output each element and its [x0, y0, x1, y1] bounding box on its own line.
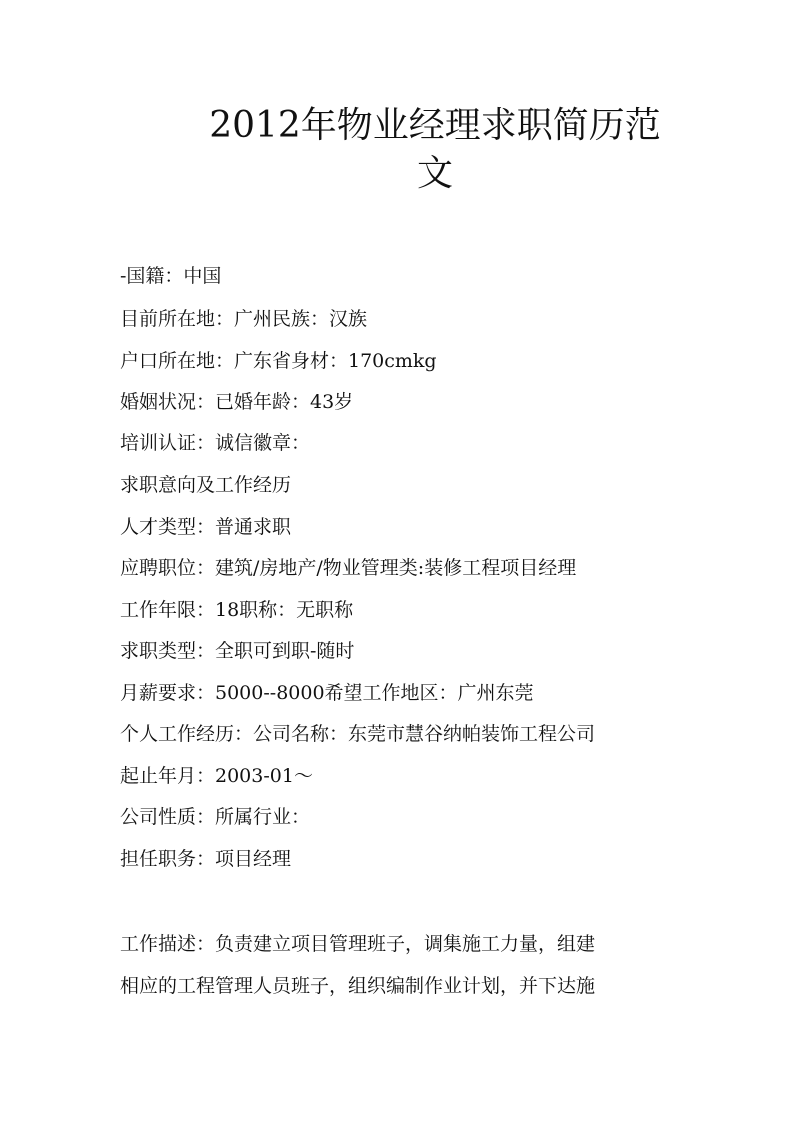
nationality-line: -国籍：中国	[120, 265, 222, 287]
household-height-line: 户口所在地：广东省身材：170cmkg	[120, 350, 437, 372]
company-nature-industry-line: 公司性质：所属行业：	[120, 806, 311, 828]
document-title-line-1: 2012年物业经理求职简历范	[209, 105, 661, 146]
section-heading-job-intent: 求职意向及工作经历	[120, 474, 292, 496]
location-ethnicity-line: 目前所在地：广州民族：汉族	[120, 308, 368, 330]
training-badge-line: 培训认证：诚信徽章：	[120, 432, 311, 454]
position-held-line: 担任职务：项目经理	[120, 848, 292, 870]
talent-type-line: 人才类型：普通求职	[120, 516, 292, 538]
document-title-line-2: 文	[416, 153, 453, 194]
start-end-date-line: 起止年月：2003-01～	[120, 765, 313, 787]
work-years-title-line: 工作年限：18职称：无职称	[120, 599, 354, 621]
job-type-line: 求职类型：全职可到职-随时	[120, 640, 355, 662]
work-history-company-line: 个人工作经历：公司名称：东莞市慧谷纳帕装饰工程公司	[120, 723, 596, 745]
work-description-line-2: 相应的工程管理人员班子，组织编制作业计划，并下达施	[120, 975, 596, 997]
applied-position-line: 应聘职位：建筑/房地产/物业管理类:装修工程项目经理	[120, 557, 577, 579]
work-description-line-1: 工作描述：负责建立项目管理班子，调集施工力量，组建	[120, 933, 596, 955]
salary-area-line: 月薪要求：5000--8000希望工作地区：广州东莞	[120, 682, 534, 704]
marital-age-line: 婚姻状况：已婚年龄：43岁	[120, 391, 354, 413]
